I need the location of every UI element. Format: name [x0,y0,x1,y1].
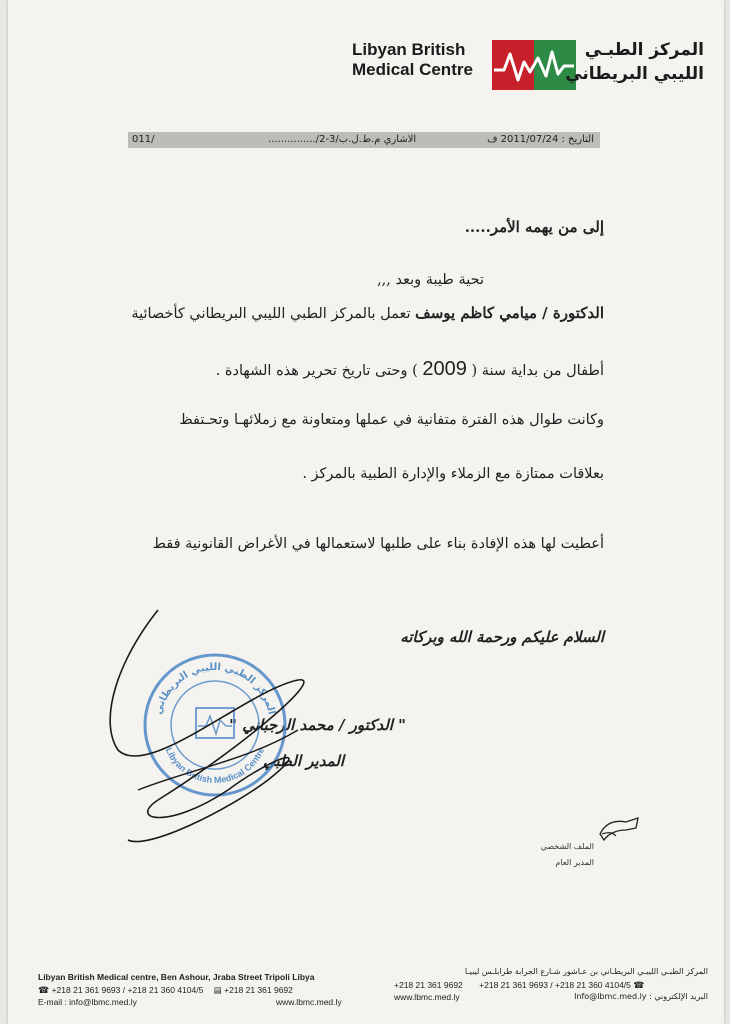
letter-page [8,0,724,1024]
lbmc-logo-icon [492,40,576,90]
footer-phones-ar [394,980,644,991]
org-name-arabic [565,38,704,86]
reference-bar [128,132,600,148]
footer-email-ar: البريد الإلكتروني : Info@lbmc.med.ly [574,992,708,1001]
footer-address-ar: المركز الطبـي الليبـي البريطـاني بن عـاشور شـارع الجرابة طرابلـس ليبيـا [464,967,708,976]
file-ribbon-icon [596,812,642,842]
fax-icon: ▤ [213,985,222,995]
org-name-en-line1: Libyan British [352,40,466,59]
note-general-manager: المدير العام [555,858,594,867]
body-line-4: بعلاقات ممتازة مع الزملاء والإدارة الطبية بالمركز . [302,466,604,482]
note-personal-file: الملف الشخصي [540,842,594,851]
footer-phones-ar-text: +218 21 361 9693 / +218 21 360 4104/5 [479,980,631,990]
signatory-name: " الدكتور / محمد الرجباني " [229,716,406,734]
footer-web-en: www.lbmc.med.ly [276,997,342,1007]
addressee: إلى من يهمه الأمر..... [464,218,604,236]
letter-date: التاريخ : 2011/07/24 ف [487,134,594,145]
body-line-2-post: ) وحتى تاريخ تحرير هذه الشهادة . [215,363,418,379]
footer-fax-en-text: +218 21 361 9692 [224,985,293,995]
footer-phones-en [38,985,293,996]
body-line-3: وكانت طوال هذه الفترة متفانية في عملها ومتعاونة مع زملائهـا وتحـتفظ [179,412,604,428]
footer-address-en: Libyan British Medical centre, Ben Ashour, Jraba Street Tripoli Libya [38,972,315,982]
footer-web-ar: www.lbmc.med.ly [394,992,460,1002]
signatory-title: المدير الطبي [262,752,344,770]
body-line-2-pre: أطفال من بداية سنة ( [471,363,604,379]
stamp-text-bottom: Libyan British Medical Centre [163,746,267,786]
doctor-name: الدكتورة / ميامي كاظم يوسف [415,304,604,322]
reference-label: الاشاري م.ط.ل.ب/3-2/............... [268,134,417,145]
start-year: 2009 [422,358,467,380]
greeting: تحية طيبة وبعد ,,, [377,272,484,288]
closing-salutation: السلام عليكم ورحمة الله وبركاته [400,628,604,646]
reference-number: 011/ [132,134,155,145]
stamp-text-top: المركز الطبي الليبي البريطاني [153,662,277,716]
footer-fax-ar-text: +218 21 361 9692 [394,980,463,990]
signature-scribble-icon [88,600,348,860]
org-name-ar-line2: الليبي البريطاني [565,64,704,84]
phone-icon-ar: ☎ [633,980,645,990]
org-name-english [352,40,473,80]
phone-icon: ☎ [38,985,50,995]
body-line-1 [131,304,604,322]
org-name-en-line2: Medical Centre [352,60,473,79]
body-line-1-rest: تعمل بالمركز الطبي الليبي البريطاني كأخصائية [131,306,411,322]
footer-email-en: E-mail : info@lbmc.med.ly [38,997,137,1007]
body-line-5: أعطيت لها هذه الإفادة بناء على طلبها لاستعمالها في الأغراض القانونية فقط [152,536,604,552]
footer-phones-en-text: +218 21 361 9693 / +218 21 360 4104/5 [51,985,204,995]
org-name-ar-line1: المركز الطبـي [584,40,704,60]
body-line-2 [216,358,604,381]
